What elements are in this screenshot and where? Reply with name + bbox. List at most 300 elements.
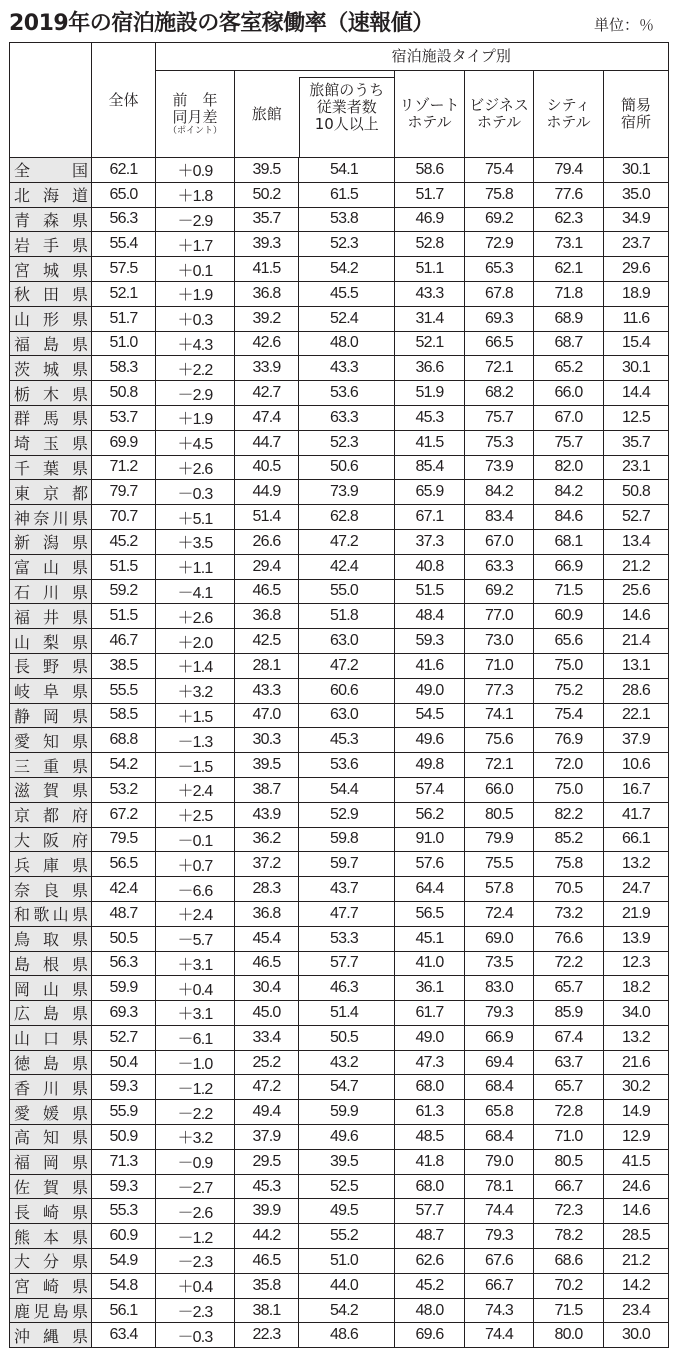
city-hotel-value: 85.2: [534, 827, 604, 852]
yoy-diff-value: －0.3: [156, 1323, 235, 1348]
table-row: [10, 1174, 669, 1199]
simple-lodging-value: 13.4: [604, 529, 669, 554]
city-hotel-value: 82.2: [534, 802, 604, 827]
table-row: [10, 306, 669, 331]
business-hotel-value: 74.4: [465, 1199, 534, 1224]
business-hotel-value: 68.2: [465, 381, 534, 406]
yoy-diff-value: －1.2: [156, 1224, 235, 1249]
ryokan-value: 33.4: [235, 1025, 299, 1050]
prefecture-name: 愛知県: [10, 728, 92, 753]
business-hotel-value: 57.8: [465, 877, 534, 902]
table-row: [10, 430, 669, 455]
prefecture-name: 岐阜県: [10, 678, 92, 703]
total-value: 59.3: [92, 1174, 156, 1199]
table-row: [10, 554, 669, 579]
ryokan-value: 46.5: [235, 1249, 299, 1274]
city-hotel-value: 72.0: [534, 753, 604, 778]
prefecture-name: 京都府: [10, 802, 92, 827]
resort-hotel-value: 57.6: [395, 852, 465, 877]
prefecture-name: 長崎県: [10, 1199, 92, 1224]
ryokan-value: 42.7: [235, 381, 299, 406]
business-hotel-value: 69.0: [465, 926, 534, 951]
table-row: [10, 901, 669, 926]
table-row: [10, 207, 669, 232]
resort-hotel-value: 51.5: [395, 579, 465, 604]
business-hotel-value: 72.1: [465, 356, 534, 381]
total-value: 51.5: [92, 604, 156, 629]
ryokan-10plus-value: 46.3: [299, 976, 395, 1001]
ryokan-value: 49.4: [235, 1100, 299, 1125]
ryokan-10plus-value: 59.7: [299, 852, 395, 877]
table-row: [10, 1149, 669, 1174]
simple-lodging-value: 21.2: [604, 554, 669, 579]
yoy-diff-value: －1.2: [156, 1075, 235, 1100]
simple-lodging-value: 30.0: [604, 1323, 669, 1348]
table-row: [10, 480, 669, 505]
simple-lodging-value: 24.6: [604, 1174, 669, 1199]
ryokan-10plus-value: 51.4: [299, 1001, 395, 1026]
city-hotel-value: 70.2: [534, 1273, 604, 1298]
simple-lodging-value: 28.5: [604, 1224, 669, 1249]
total-value: 38.5: [92, 653, 156, 678]
business-hotel-value: 72.4: [465, 901, 534, 926]
prefecture-name: 栃木県: [10, 381, 92, 406]
ryokan-10plus-value: 53.6: [299, 753, 395, 778]
total-value: 67.2: [92, 802, 156, 827]
total-value: 45.2: [92, 529, 156, 554]
prefecture-name: 千葉県: [10, 455, 92, 480]
simple-lodging-value: 16.7: [604, 777, 669, 802]
city-hotel-value: 70.5: [534, 877, 604, 902]
prefecture-name: 山梨県: [10, 629, 92, 654]
resort-hotel-value: 67.1: [395, 505, 465, 530]
occupancy-table: [9, 42, 669, 1348]
ryokan-10plus-value: 73.9: [299, 480, 395, 505]
business-hotel-value: 72.1: [465, 753, 534, 778]
yoy-diff-value: ＋0.4: [156, 976, 235, 1001]
ryokan-10plus-value: 52.9: [299, 802, 395, 827]
resort-hotel-value: 57.7: [395, 1199, 465, 1224]
simple-lodging-value: 13.1: [604, 653, 669, 678]
ryokan-value: 42.5: [235, 629, 299, 654]
total-value: 53.2: [92, 777, 156, 802]
yoy-diff-value: －2.3: [156, 1298, 235, 1323]
business-hotel-value: 68.4: [465, 1125, 534, 1150]
ryokan-10plus-value: 47.7: [299, 901, 395, 926]
resort-hotel-value: 61.3: [395, 1100, 465, 1125]
total-value: 56.5: [92, 852, 156, 877]
ryokan-value: 46.5: [235, 579, 299, 604]
header-city-hotel: シティ ホテル: [534, 71, 604, 158]
simple-lodging-value: 12.5: [604, 405, 669, 430]
ryokan-10plus-value: 52.4: [299, 306, 395, 331]
header-resort-hotel: リゾート ホテル: [395, 71, 465, 158]
ryokan-10plus-value: 47.2: [299, 653, 395, 678]
yoy-diff-value: ＋4.3: [156, 331, 235, 356]
simple-lodging-value: 30.2: [604, 1075, 669, 1100]
simple-lodging-value: 22.1: [604, 703, 669, 728]
table-row: [10, 703, 669, 728]
ryokan-value: 29.5: [235, 1149, 299, 1174]
simple-lodging-value: 14.9: [604, 1100, 669, 1125]
simple-lodging-value: 37.9: [604, 728, 669, 753]
yoy-diff-value: ＋2.5: [156, 802, 235, 827]
prefecture-name: 大阪府: [10, 827, 92, 852]
ryokan-value: 44.9: [235, 480, 299, 505]
yoy-diff-value: ＋3.2: [156, 1125, 235, 1150]
simple-lodging-value: 41.5: [604, 1149, 669, 1174]
prefecture-name: 沖縄県: [10, 1323, 92, 1348]
table-row: [10, 1298, 669, 1323]
prefecture-name: 宮城県: [10, 257, 92, 282]
city-hotel-value: 78.2: [534, 1224, 604, 1249]
yoy-diff-value: －2.2: [156, 1100, 235, 1125]
yoy-diff-value: －0.3: [156, 480, 235, 505]
ryokan-value: 25.2: [235, 1050, 299, 1075]
resort-hotel-value: 61.7: [395, 1001, 465, 1026]
business-hotel-value: 79.9: [465, 827, 534, 852]
city-hotel-value: 85.9: [534, 1001, 604, 1026]
ryokan-value: 41.5: [235, 257, 299, 282]
total-value: 62.1: [92, 158, 156, 183]
yoy-diff-value: －6.6: [156, 877, 235, 902]
yoy-diff-value: －2.9: [156, 381, 235, 406]
city-hotel-value: 72.8: [534, 1100, 604, 1125]
resort-hotel-value: 51.1: [395, 257, 465, 282]
simple-lodging-value: 30.1: [604, 356, 669, 381]
ryokan-10plus-value: 45.5: [299, 281, 395, 306]
total-value: 59.3: [92, 1075, 156, 1100]
simple-lodging-value: 29.6: [604, 257, 669, 282]
city-hotel-value: 68.1: [534, 529, 604, 554]
ryokan-value: 30.4: [235, 976, 299, 1001]
city-hotel-value: 75.0: [534, 777, 604, 802]
business-hotel-value: 74.3: [465, 1298, 534, 1323]
simple-lodging-value: 28.6: [604, 678, 669, 703]
header-ryokan: 旅館: [235, 71, 299, 158]
resort-hotel-value: 68.0: [395, 1174, 465, 1199]
ryokan-10plus-value: 59.8: [299, 827, 395, 852]
prefecture-name: 和歌山県: [10, 901, 92, 926]
resort-hotel-value: 36.6: [395, 356, 465, 381]
table-row: [10, 356, 669, 381]
table-row: [10, 1273, 669, 1298]
yoy-diff-value: －1.3: [156, 728, 235, 753]
ryokan-10plus-value: 44.0: [299, 1273, 395, 1298]
city-hotel-value: 67.0: [534, 405, 604, 430]
table-row: [10, 1249, 669, 1274]
ryokan-value: 40.5: [235, 455, 299, 480]
business-hotel-value: 83.0: [465, 976, 534, 1001]
city-hotel-value: 68.7: [534, 331, 604, 356]
total-value: 51.7: [92, 306, 156, 331]
yoy-diff-value: ＋2.6: [156, 604, 235, 629]
ryokan-value: 28.1: [235, 653, 299, 678]
resort-hotel-value: 69.6: [395, 1323, 465, 1348]
table-row: [10, 1001, 669, 1026]
yoy-diff-value: －2.9: [156, 207, 235, 232]
yoy-diff-value: ＋5.1: [156, 505, 235, 530]
yoy-diff-value: －1.0: [156, 1050, 235, 1075]
city-hotel-value: 65.7: [534, 1075, 604, 1100]
total-value: 54.9: [92, 1249, 156, 1274]
yoy-diff-value: －6.1: [156, 1025, 235, 1050]
total-value: 79.7: [92, 480, 156, 505]
table-row: [10, 1100, 669, 1125]
yoy-diff-value: －1.5: [156, 753, 235, 778]
ryokan-10plus-value: 53.8: [299, 207, 395, 232]
resort-hotel-value: 36.1: [395, 976, 465, 1001]
resort-hotel-value: 59.3: [395, 629, 465, 654]
table-row: [10, 629, 669, 654]
ryokan-value: 39.3: [235, 232, 299, 257]
resort-hotel-value: 85.4: [395, 455, 465, 480]
header-ryokan-10plus: 旅館のうち 従業者数 10人以上: [299, 71, 395, 158]
city-hotel-value: 65.7: [534, 976, 604, 1001]
city-hotel-value: 71.0: [534, 1125, 604, 1150]
ryokan-value: 45.0: [235, 1001, 299, 1026]
yoy-diff-value: ＋3.5: [156, 529, 235, 554]
city-hotel-value: 72.3: [534, 1199, 604, 1224]
resort-hotel-value: 62.6: [395, 1249, 465, 1274]
ryokan-10plus-value: 54.7: [299, 1075, 395, 1100]
ryokan-value: 26.6: [235, 529, 299, 554]
simple-lodging-value: 12.3: [604, 951, 669, 976]
yoy-diff-value: ＋0.4: [156, 1273, 235, 1298]
prefecture-name: 静岡県: [10, 703, 92, 728]
city-hotel-value: 80.0: [534, 1323, 604, 1348]
simple-lodging-value: 13.2: [604, 1025, 669, 1050]
business-hotel-value: 79.3: [465, 1001, 534, 1026]
yoy-diff-value: ＋1.1: [156, 554, 235, 579]
ryokan-10plus-value: 54.2: [299, 257, 395, 282]
city-hotel-value: 68.6: [534, 1249, 604, 1274]
ryokan-10plus-value: 59.9: [299, 1100, 395, 1125]
resort-hotel-value: 48.5: [395, 1125, 465, 1150]
table-header: [10, 43, 669, 158]
total-value: 60.9: [92, 1224, 156, 1249]
prefecture-name: 全国: [10, 158, 92, 183]
simple-lodging-value: 18.2: [604, 976, 669, 1001]
resort-hotel-value: 37.3: [395, 529, 465, 554]
prefecture-name: 長野県: [10, 653, 92, 678]
city-hotel-value: 76.9: [534, 728, 604, 753]
prefecture-name: 山口県: [10, 1025, 92, 1050]
ryokan-10plus-value: 50.6: [299, 455, 395, 480]
simple-lodging-value: 11.6: [604, 306, 669, 331]
city-hotel-value: 84.2: [534, 480, 604, 505]
total-value: 57.5: [92, 257, 156, 282]
yoy-diff-value: ＋1.9: [156, 405, 235, 430]
resort-hotel-value: 31.4: [395, 306, 465, 331]
prefecture-name: 徳島県: [10, 1050, 92, 1075]
simple-lodging-value: 21.2: [604, 1249, 669, 1274]
prefecture-name: 高知県: [10, 1125, 92, 1150]
business-hotel-value: 77.3: [465, 678, 534, 703]
ryokan-value: 45.4: [235, 926, 299, 951]
prefecture-name: 福岡県: [10, 1149, 92, 1174]
resort-hotel-value: 41.6: [395, 653, 465, 678]
ryokan-10plus-value: 50.5: [299, 1025, 395, 1050]
business-hotel-value: 66.5: [465, 331, 534, 356]
business-hotel-value: 77.0: [465, 604, 534, 629]
city-hotel-value: 75.0: [534, 653, 604, 678]
yoy-diff-value: －5.7: [156, 926, 235, 951]
business-hotel-value: 80.5: [465, 802, 534, 827]
prefecture-name: 愛媛県: [10, 1100, 92, 1125]
ryokan-value: 33.9: [235, 356, 299, 381]
ryokan-10plus-value: 47.2: [299, 529, 395, 554]
business-hotel-value: 75.5: [465, 852, 534, 877]
city-hotel-value: 73.1: [534, 232, 604, 257]
header-group-facility-type: 宿泊施設タイプ別: [235, 43, 669, 71]
prefecture-name: 東京都: [10, 480, 92, 505]
header-blank-cell: [10, 43, 92, 158]
ryokan-10plus-value: 54.2: [299, 1298, 395, 1323]
simple-lodging-value: 18.9: [604, 281, 669, 306]
table-row: [10, 802, 669, 827]
prefecture-name: 新潟県: [10, 529, 92, 554]
resort-hotel-value: 41.8: [395, 1149, 465, 1174]
business-hotel-value: 75.3: [465, 430, 534, 455]
simple-lodging-value: 12.9: [604, 1125, 669, 1150]
prefecture-name: 兵庫県: [10, 852, 92, 877]
total-value: 50.5: [92, 926, 156, 951]
simple-lodging-value: 14.4: [604, 381, 669, 406]
total-value: 54.8: [92, 1273, 156, 1298]
ryokan-value: 43.3: [235, 678, 299, 703]
yoy-diff-value: －0.9: [156, 1149, 235, 1174]
table-row: [10, 331, 669, 356]
yoy-diff-value: ＋3.1: [156, 1001, 235, 1026]
prefecture-name: 島根県: [10, 951, 92, 976]
yoy-diff-value: ＋0.9: [156, 158, 235, 183]
total-value: 50.9: [92, 1125, 156, 1150]
total-value: 79.5: [92, 827, 156, 852]
total-value: 65.0: [92, 182, 156, 207]
ryokan-10plus-value: 53.3: [299, 926, 395, 951]
ryokan-value: 35.8: [235, 1273, 299, 1298]
table-row: [10, 455, 669, 480]
ryokan-value: 38.1: [235, 1298, 299, 1323]
ryokan-value: 37.9: [235, 1125, 299, 1150]
yoy-diff-value: ＋1.5: [156, 703, 235, 728]
prefecture-name: 大分県: [10, 1249, 92, 1274]
table-row: [10, 653, 669, 678]
header-simple-lodging: 簡易 宿所: [604, 71, 669, 158]
ryokan-10plus-value: 60.6: [299, 678, 395, 703]
ryokan-10plus-value: 51.8: [299, 604, 395, 629]
resort-hotel-value: 51.9: [395, 381, 465, 406]
prefecture-name: 熊本県: [10, 1224, 92, 1249]
prefecture-name: 群馬県: [10, 405, 92, 430]
total-value: 58.5: [92, 703, 156, 728]
total-value: 48.7: [92, 901, 156, 926]
ryokan-10plus-value: 52.3: [299, 232, 395, 257]
header-business-hotel: ビジネス ホテル: [465, 71, 534, 158]
total-value: 50.8: [92, 381, 156, 406]
resort-hotel-value: 58.6: [395, 158, 465, 183]
business-hotel-value: 67.6: [465, 1249, 534, 1274]
ryokan-10plus-value: 42.4: [299, 554, 395, 579]
resort-hotel-value: 56.2: [395, 802, 465, 827]
city-hotel-value: 79.4: [534, 158, 604, 183]
city-hotel-value: 63.7: [534, 1050, 604, 1075]
simple-lodging-value: 34.9: [604, 207, 669, 232]
ryokan-10plus-value: 55.2: [299, 1224, 395, 1249]
simple-lodging-value: 24.7: [604, 877, 669, 902]
table-row: [10, 1323, 669, 1348]
total-value: 59.9: [92, 976, 156, 1001]
resort-hotel-value: 46.9: [395, 207, 465, 232]
resort-hotel-value: 52.8: [395, 232, 465, 257]
business-hotel-value: 69.2: [465, 579, 534, 604]
city-hotel-value: 66.9: [534, 554, 604, 579]
ryokan-10plus-value: 52.5: [299, 1174, 395, 1199]
business-hotel-value: 69.3: [465, 306, 534, 331]
table-row: [10, 381, 669, 406]
yoy-diff-value: －0.1: [156, 827, 235, 852]
ryokan-value: 36.8: [235, 901, 299, 926]
simple-lodging-value: 13.2: [604, 852, 669, 877]
simple-lodging-value: 50.8: [604, 480, 669, 505]
prefecture-name: 神奈川県: [10, 505, 92, 530]
ryokan-value: 44.2: [235, 1224, 299, 1249]
resort-hotel-value: 49.8: [395, 753, 465, 778]
city-hotel-value: 84.6: [534, 505, 604, 530]
yoy-diff-value: ＋2.4: [156, 901, 235, 926]
business-hotel-value: 83.4: [465, 505, 534, 530]
business-hotel-value: 65.3: [465, 257, 534, 282]
header-yoy-diff: 前 年 同月差 （ポイント）: [156, 71, 235, 158]
business-hotel-value: 74.4: [465, 1323, 534, 1348]
total-value: 68.8: [92, 728, 156, 753]
yoy-diff-value: ＋1.8: [156, 182, 235, 207]
city-hotel-value: 66.7: [534, 1174, 604, 1199]
resort-hotel-value: 54.5: [395, 703, 465, 728]
business-hotel-value: 73.5: [465, 951, 534, 976]
table-row: [10, 1075, 669, 1100]
ryokan-value: 38.7: [235, 777, 299, 802]
resort-hotel-value: 48.4: [395, 604, 465, 629]
ryokan-value: 39.2: [235, 306, 299, 331]
total-value: 51.0: [92, 331, 156, 356]
yoy-diff-value: ＋3.1: [156, 951, 235, 976]
simple-lodging-value: 41.7: [604, 802, 669, 827]
header-total: 全体: [92, 43, 156, 158]
prefecture-name: 福島県: [10, 331, 92, 356]
resort-hotel-value: 91.0: [395, 827, 465, 852]
total-value: 69.9: [92, 430, 156, 455]
yoy-diff-value: ＋4.5: [156, 430, 235, 455]
total-value: 63.4: [92, 1323, 156, 1348]
simple-lodging-value: 14.6: [604, 604, 669, 629]
yoy-diff-value: ＋0.7: [156, 852, 235, 877]
total-value: 56.3: [92, 207, 156, 232]
prefecture-name: 三重県: [10, 753, 92, 778]
table-row: [10, 405, 669, 430]
table-row: [10, 579, 669, 604]
simple-lodging-value: 52.7: [604, 505, 669, 530]
total-value: 55.4: [92, 232, 156, 257]
prefecture-name: 佐賀県: [10, 1174, 92, 1199]
prefecture-name: 宮崎県: [10, 1273, 92, 1298]
ryokan-10plus-value: 39.5: [299, 1149, 395, 1174]
ryokan-10plus-value: 61.5: [299, 182, 395, 207]
yoy-diff-value: ＋3.2: [156, 678, 235, 703]
city-hotel-value: 80.5: [534, 1149, 604, 1174]
simple-lodging-value: 21.9: [604, 901, 669, 926]
